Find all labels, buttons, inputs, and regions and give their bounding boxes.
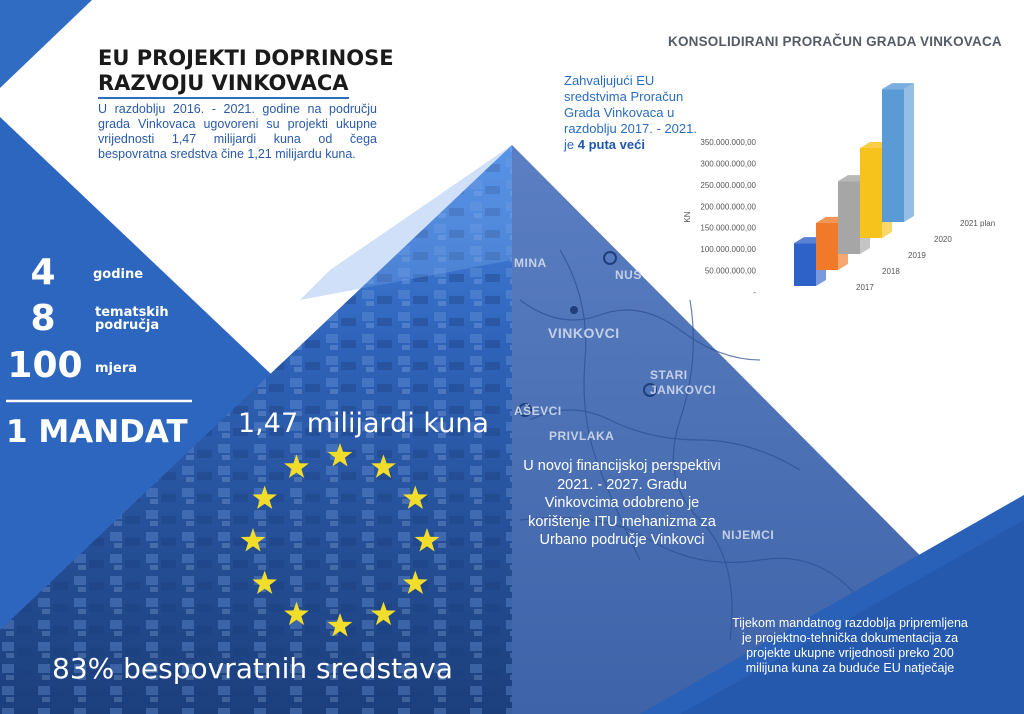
y-tick-label: 350.000.000,00 [700,138,756,147]
map-label-nijemci: NIJEMCI [722,528,775,542]
x-tick-label: 2018 [882,267,900,276]
corner-triangle [0,0,92,88]
y-tick-label: 150.000.000,00 [700,223,756,233]
y-tick-label: 50.000.000,00 [704,266,756,276]
stat-areas-number: 8 [30,298,56,339]
x-tick-label: 2019 [908,251,926,260]
bar-front-2018 [816,223,838,270]
y-tick-label: 100.000.000,00 [700,245,756,255]
page-title [98,46,458,99]
bar-front-2021 plan [882,89,904,222]
perspective-text: U novoj financijskoj perspektivi 2021. - 2027. Gradu Vinkovcima odobreno je korištenje ITU mehanizma za Urbano područje Vinkovci [523,458,721,548]
stat-measures-label: mjera [95,361,138,376]
map-label-asevci: AŠEVCI [514,404,562,418]
map-label-stari-jankovci: STARI JANKOVCI [650,368,717,397]
x-tick-label: 2017 [856,283,874,292]
bar-front-2017 [794,243,816,286]
bar-front-2019 [838,181,860,254]
map-label-mina: MINA [514,256,547,270]
x-tick-label: 2021 plan [960,219,996,228]
budget-note-text: Zahvaljujući EU sredstvima Proračun Grada Vinkovaca u razdoblju 2017. - 2021. je [564,73,697,152]
x-tick-label: 2020 [934,235,952,244]
bar-front-2020 [860,148,882,238]
intro-text: U razdoblju 2016. - 2021. godine na području grada Vinkovaca ugovoreni su projekti ukupne vrijednosti 1,47 milijardi kuna od čega bespovratna sredstva čine 1,21 milijardu kuna. [98,102,377,161]
stat-years-label: godine [93,267,144,282]
map-label-vinkovci: VINKOVCI [548,325,620,341]
stat-years-number: 4 [30,252,56,293]
y-tick-label: 250.000.000,00 [700,180,756,190]
y-axis-label: KN [683,211,692,223]
y-tick-label: 300.000.000,00 [700,159,756,169]
y-tick-label: - [753,288,756,297]
chart-title: KONSOLIDIRANI PRORAČUN GRADA VINKOVACA [668,34,1002,49]
map-marker-2 [570,306,578,314]
stat-measures-number: 100 [7,345,83,386]
budget-note-emphasis: 4 puta veći [577,137,645,152]
mandate-text: 1 MANDAT [6,414,188,450]
mandate-note: Tijekom mandatnog razdoblja pripremljena je projektno-tehnička dokumentacija za projekte ukupne vrijednosti preko 200 milijuna kuna za buduće EU natječaje [732,616,968,675]
map-label-privlaka: PRIVLAKA [549,429,615,443]
bar-side-2021 plan [904,83,914,222]
budget-bar-chart [680,60,1010,300]
map-label-nus: NUS [615,268,642,282]
amount-text: 1,47 milijardi kuna [238,408,489,439]
stat-areas-label: tematskih područja [95,305,169,333]
y-tick-label: 200.000.000,00 [700,202,756,212]
title-line-2: RAZVOJU VINKOVACA [98,71,349,99]
grants-text: 83% bespovratnih sredstava [52,652,453,685]
title-line-1: EU PROJEKTI DOPRINOSE [98,46,394,70]
